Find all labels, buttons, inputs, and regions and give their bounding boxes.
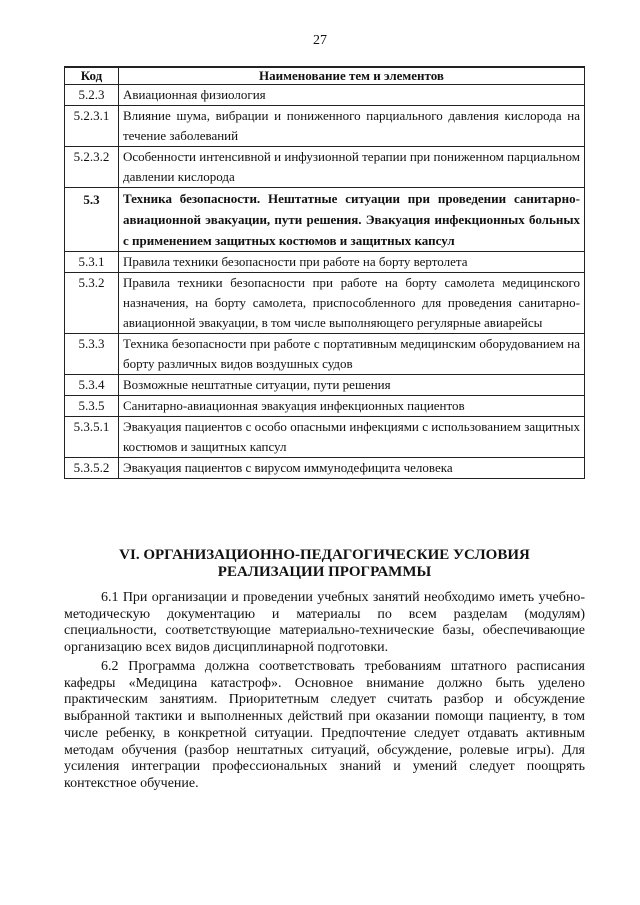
row-code: 5.3.5 — [65, 396, 119, 417]
row-code: 5.3 — [65, 188, 119, 252]
row-code: 5.2.3.2 — [65, 147, 119, 188]
table-row — [65, 334, 585, 375]
column-header-code: Код — [65, 67, 119, 85]
row-name: Авиационная физиология — [119, 85, 585, 106]
table-row — [65, 417, 585, 458]
row-name: Техника безопасности при работе с портативным медицинским оборудованием на борту различных видов воздушных судов — [119, 334, 585, 375]
row-name: Санитарно-авиационная эвакуация инфекционных пациентов — [119, 396, 585, 417]
section-title — [64, 547, 585, 581]
table-row — [65, 458, 585, 479]
table-row — [65, 85, 585, 106]
row-code: 5.2.3 — [65, 85, 119, 106]
paragraph-6-1: 6.1 При организации и проведении учебных занятий необходимо иметь учебно-методическую документацию и материалы по всем разделам (модулям) специальности, соответствующие материально-технические базы, обеспечивающие организацию всех видов дисциплинарной подготовки. — [64, 590, 585, 656]
program-table — [64, 66, 585, 479]
row-code: 5.3.5.2 — [65, 458, 119, 479]
section-title-line-2: РЕАЛИЗАЦИИ ПРОГРАММЫ — [217, 564, 432, 580]
table-row — [65, 252, 585, 273]
paragraph-6-2: 6.2 Программа должна соответствовать требованиям штатного расписания кафедры «Медицина катастроф». Основное внимание должно быть уделено практическим занятиям. Приоритетным следует считать разбор и обсуждение выбранной тактики и выполненных действий при оказании помощи пациенту, в том числе ребенку, в конкретной ситуации. Предпочтение следует отдавать активным методам обучения (разбор нештатных ситуаций, обсуждение, ролевые игры). Для усиления интеграции профессиональных знаний и умений следует поощрять контекстное обучение. — [64, 659, 585, 791]
row-name: Особенности интенсивной и инфузионной терапии при пониженном парциальном давлении кислорода — [119, 147, 585, 188]
row-name: Возможные нештатные ситуации, пути решения — [119, 375, 585, 396]
row-name: Техника безопасности. Нештатные ситуации при проведении санитарно-авиационной эвакуации, пути решения. Эвакуация инфекционных больных с применением защитных костюмов и защитных капсул — [119, 188, 585, 252]
row-code: 5.3.2 — [65, 273, 119, 334]
row-code: 5.3.4 — [65, 375, 119, 396]
table-row — [65, 273, 585, 334]
row-name: Правила техники безопасности при работе на борту вертолета — [119, 252, 585, 273]
row-code: 5.3.1 — [65, 252, 119, 273]
column-header-name: Наименование тем и элементов — [119, 67, 585, 85]
row-code: 5.3.3 — [65, 334, 119, 375]
row-name: Эвакуация пациентов с особо опасными инфекциями с использованием защитных костюмов и защитных капсул — [119, 417, 585, 458]
table-row — [65, 375, 585, 396]
row-code: 5.3.5.1 — [65, 417, 119, 458]
row-name: Правила техники безопасности при работе на борту самолета медицинского назначения, на борту самолета, приспособленного для проведения санитарно-авиационной эвакуации, в том числе выполняющего регулярные авиарейсы — [119, 273, 585, 334]
table-header-row — [65, 67, 585, 85]
table-row-section-heading — [65, 188, 585, 252]
row-name: Влияние шума, вибрации и пониженного парциального давления кислорода на течение заболеваний — [119, 106, 585, 147]
page-number: 27 — [313, 33, 327, 48]
table-row — [65, 106, 585, 147]
row-code: 5.2.3.1 — [65, 106, 119, 147]
table-row — [65, 396, 585, 417]
section-title-line-1: VI. ОРГАНИЗАЦИОННО-ПЕДАГОГИЧЕСКИЕ УСЛОВИЯ — [119, 547, 530, 563]
table-row — [65, 147, 585, 188]
row-name: Эвакуация пациентов с вирусом иммунодефицита человека — [119, 458, 585, 479]
